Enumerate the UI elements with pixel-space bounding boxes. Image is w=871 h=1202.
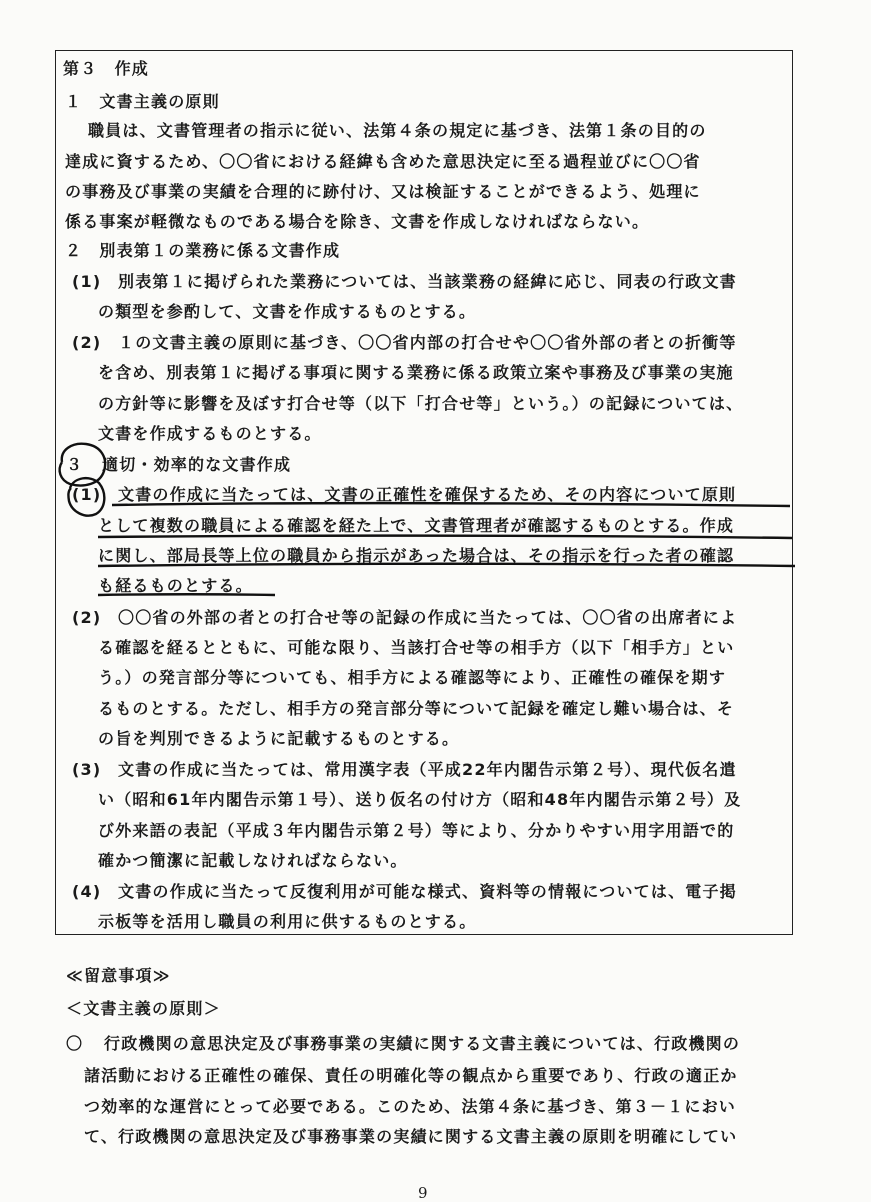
item3-p2-line-3: う。）の発言部分等についても、相手方による確認等により、正確性の確保を期す: [98, 668, 727, 687]
item3-p2-line-4: るものとする。ただし、相手方の発言部分等について記録を確定し難い場合は、そ: [98, 699, 735, 718]
item3-heading: 適切・効率的な文書作成: [102, 455, 292, 474]
notes-line-4: て、行政機関の意思決定及び事務事業の実績に関する文書主義の原則を明確にしてい: [84, 1127, 738, 1146]
page-number: 9: [418, 1184, 428, 1202]
item1-line-3: の事務及び事業の実績を合理的に跡付け、又は検証することができるよう、処理に: [65, 182, 701, 201]
item3-p3-line-2: い（昭和61年内閣告示第１号）、送り仮名の付け方（昭和48年内閣告示第２号）及: [98, 790, 742, 809]
item2-p1-line-1: 別表第１に掲げられた業務については、当該業務の経緯に応じ、同表の行政文書: [118, 272, 737, 291]
notes-line-2: 諸活動における正確性の確保、責任の明確化等の観点から重要であり、行政の適正か: [84, 1066, 738, 1085]
item1-line-2: 達成に資するため、〇〇省における経緯も含めた意思決定に至る過程並びに〇〇省: [65, 152, 701, 171]
section-title: 第３ 作成: [63, 59, 150, 78]
item1-line-1: 職員は、文書管理者の指示に従い、法第４条の規定に基づき、法第１条の目的の: [88, 121, 707, 140]
item2-p2-line-1: １の文書主義の原則に基づき、〇〇省内部の打合せや〇〇省外部の者との折衝等: [118, 333, 737, 352]
item3-p4-num: (4): [72, 882, 102, 901]
item3-p1-line-2: として複数の職員による確認を経た上で、文書管理者が確認するものとする。作成: [98, 516, 735, 535]
item3-p1-num: (1): [72, 485, 102, 504]
item3-p4-line-2: 示板等を活用し職員の利用に供するものとする。: [98, 912, 477, 931]
item3-p2-line-5: の旨を判別できるように記載するものとする。: [98, 729, 460, 748]
item2-p2-line-4: 文書を作成するものとする。: [98, 424, 322, 443]
item3-p2-line-1: 〇〇省の外部の者との打合せ等の記録の作成に当たっては、〇〇省の出席者によ: [118, 608, 738, 627]
notes-line-1: 行政機関の意思決定及び事務事業の実績に関する文書主義については、行政機関の: [104, 1034, 741, 1053]
item2-p2-num: (2): [72, 333, 102, 352]
item2-p1-num: (1): [72, 272, 102, 291]
item3-p2-line-2: る確認を経るとともに、可能な限り、当該打合せ等の相手方（以下「相手方」とい: [98, 638, 735, 657]
item3-p3-line-3: び外来語の表記（平成３年内閣告示第２号）等により、分かりやすい用字用語で的: [98, 821, 735, 840]
item2-p2-line-2: を含め、別表第１に掲げる事項に関する業務に係る政策立案や事務及び事業の実施: [98, 363, 734, 382]
notes-line-3: つ効率的な運営にとって必要である。このため、法第４条に基づき、第３－１におい: [84, 1097, 737, 1116]
item3-num: ３: [66, 455, 84, 474]
item3-p3-line-4: 確かつ簡潔に記載しなければならない。: [98, 851, 408, 870]
item3-p3-num: (3): [72, 760, 102, 779]
item3-p1-line-4: も経るものとする。: [98, 576, 253, 595]
notes-title: ≪留意事項≫: [66, 966, 171, 985]
notes-bullet: 〇: [66, 1034, 84, 1053]
item1-heading: １ 文書主義の原則: [65, 92, 220, 111]
notes-subtitle: ＜文書主義の原則＞: [66, 999, 221, 1018]
item2-p2-line-3: の方針等に影響を及ぼす打合せ等（以下「打合せ等」という。）の記録については、: [98, 394, 744, 413]
item2-heading: ２ 別表第１の業務に係る文書作成: [65, 241, 341, 260]
item1-line-4: 係る事案が軽微なものである場合を除き、文書を作成しなければならない。: [65, 212, 650, 231]
item3-p4-line-1: 文書の作成に当たって反復利用が可能な様式、資料等の情報については、電子掲: [118, 882, 737, 901]
item3-p1-line-3: に関し、部局長等上位の職員から指示があった場合は、その指示を行った者の確認: [98, 546, 735, 565]
item3-p1-line-1: 文書の作成に当たっては、文書の正確性を確保するため、その内容について原則: [118, 485, 737, 504]
item2-p1-line-2: の類型を参酌して、文書を作成するものとする。: [98, 302, 477, 321]
item3-p3-line-1: 文書の作成に当たっては、常用漢字表（平成22年内閣告示第２号）、現代仮名遣: [118, 760, 737, 779]
item3-p2-num: (2): [72, 608, 102, 627]
